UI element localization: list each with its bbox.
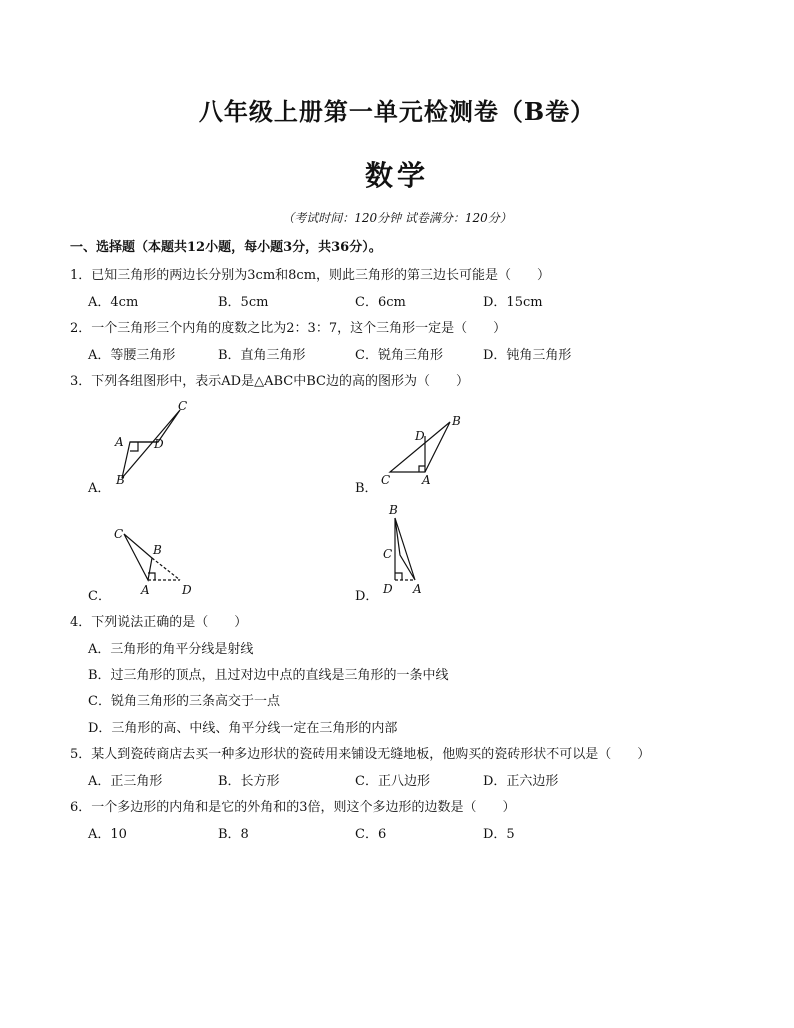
- figure-c-altitude: [152, 558, 180, 580]
- q3-figure-a: [110, 398, 200, 493]
- figure-d-right-angle-mark: [395, 573, 402, 580]
- question-4-stem: 4．下列说法正确的是（ ）: [70, 615, 248, 630]
- q6-option-b: B．8: [218, 827, 249, 842]
- q5-option-c: C．正八边形: [355, 774, 430, 789]
- question-1-stem: 1．已知三角形的两边长分别为3cm和8cm，则此三角形的第三边长可能是（ ）: [70, 268, 551, 283]
- figure-c-label-c: C: [114, 527, 124, 541]
- question-3-stem: 3．下列各组图形中，表示AD是△ABC中BC边的高的图形为（ ）: [70, 374, 469, 389]
- figure-d-triangle: [395, 518, 415, 580]
- q1-option-b: B．5cm: [218, 295, 269, 310]
- figure-a-label-d: D: [154, 437, 164, 451]
- q2-option-a: A．等腰三角形: [88, 348, 176, 363]
- figure-a-right-angle-mark: [130, 442, 138, 451]
- q4-option-a: A．三角形的角平分线是射线: [88, 642, 254, 657]
- figure-c-label-b: B: [153, 543, 162, 557]
- q1-option-c: C．6cm: [355, 295, 406, 310]
- figure-d-label-a: A: [413, 582, 422, 596]
- q4-option-b: B．过三角形的顶点，且过对边中点的直线是三角形的一条中线: [88, 668, 449, 683]
- q3-figure-c: [108, 522, 208, 600]
- q3-option-a-label: A．: [88, 481, 111, 496]
- q6-option-d: D．5: [483, 827, 515, 842]
- q5-option-d: D．正六边形: [483, 774, 559, 789]
- q3-option-d-label: D．: [355, 589, 379, 604]
- figure-b-label-a: A: [422, 473, 431, 487]
- figure-b-label-c: C: [381, 473, 391, 487]
- q5-option-a: A．正三角形: [88, 774, 163, 789]
- figure-d-label-b: B: [389, 503, 398, 517]
- figure-d-label-d: D: [383, 582, 393, 596]
- figure-d-label-c: C: [383, 547, 393, 561]
- q1-option-d: D．15cm: [483, 295, 543, 310]
- page-title: 八年级上册第一单元检测卷（B卷）: [198, 97, 596, 126]
- q3-option-b-label: B．: [355, 481, 378, 496]
- figure-a-label-a: A: [115, 435, 124, 449]
- subject-title: 数学: [364, 159, 429, 192]
- figure-c-label-a: A: [141, 583, 150, 597]
- question-6-stem: 6．一个多边形的内角和是它的外角和的3倍，则这个多边形的边数是（ ）: [70, 800, 516, 815]
- q3-option-c-label: C．: [88, 589, 111, 604]
- exam-info: （考试时间：120分钟 试卷满分：120分）: [282, 211, 512, 225]
- q3-figure-b: [375, 410, 475, 495]
- figure-c-label-d: D: [182, 583, 192, 597]
- figure-a-label-c: C: [178, 399, 188, 413]
- q1-option-a: A．4cm: [88, 295, 139, 310]
- figure-c-triangle: [124, 534, 152, 580]
- figure-b-label-d: D: [415, 429, 425, 443]
- question-2-stem: 2．一个三角形三个内角的度数之比为2：3：7，这个三角形一定是（ ）: [70, 321, 507, 336]
- q2-option-b: B．直角三角形: [218, 348, 306, 363]
- q5-option-b: B．长方形: [218, 774, 280, 789]
- q2-option-d: D．钝角三角形: [483, 348, 572, 363]
- q3-figure-d: [375, 500, 445, 600]
- section-heading: 一、选择题（本题共12小题，每小题3分，共36分）。: [70, 240, 382, 255]
- q4-option-d: D．三角形的高、中线、角平分线一定在三角形的内部: [88, 721, 398, 736]
- figure-a-label-b: B: [116, 473, 125, 487]
- question-5-stem: 5．某人到瓷砖商店去买一种多边形状的瓷砖用来铺设无缝地板，他购买的瓷砖形状不可以是（ ）: [70, 747, 651, 762]
- figure-a-triangle: [122, 410, 180, 478]
- q4-option-c: C．锐角三角形的三条高交于一点: [88, 694, 280, 709]
- q6-option-a: A．10: [88, 827, 127, 842]
- q6-option-c: C．6: [355, 827, 387, 842]
- q2-option-c: C．锐角三角形: [355, 348, 443, 363]
- figure-b-right-angle-mark: [419, 466, 425, 472]
- figure-b-label-b: B: [452, 414, 461, 428]
